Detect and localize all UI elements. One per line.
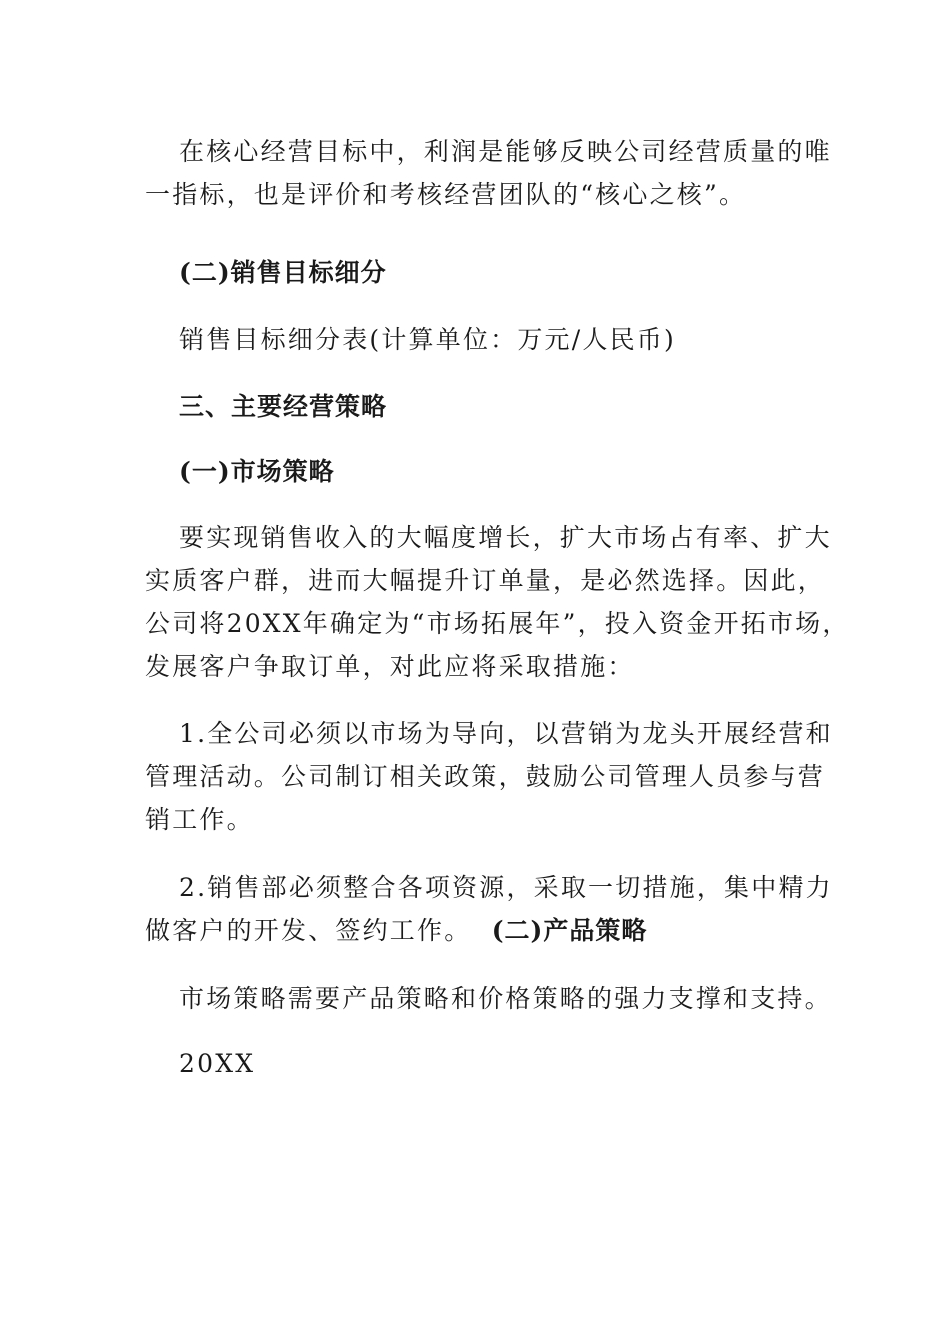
paragraph-line: 1.全公司必须以市场为导向，以营销为龙头开展经营和 [179, 719, 833, 748]
heading-market-strategy: (一)市场策略 [179, 457, 335, 486]
heading-main-strategy: 三、主要经营策略 [179, 392, 388, 421]
sales-table-caption: 销售目标细分表(计算单位：万元/人民币) [179, 325, 676, 354]
paragraph-line: 销工作。 [145, 805, 254, 834]
paragraph-line: 在核心经营目标中，利润是能够反映公司经营质量的唯 [179, 137, 832, 166]
paragraph-line: 公司将20XX年确定为“市场拓展年”，投入资金开拓市场， [145, 609, 850, 638]
trailing-text: 20XX [179, 1049, 256, 1078]
paragraph-line: 管理活动。公司制订相关政策，鼓励公司管理人员参与营 [145, 762, 826, 791]
paragraph-line: 做客户的开发、签约工作。 (二)产品策略 [145, 916, 648, 945]
list-item-2 [145, 866, 833, 952]
heading-product-strategy: (二)产品策略 [491, 916, 648, 945]
heading-sales-target: (二)销售目标细分 [179, 258, 387, 287]
paragraph-line: 要实现销售收入的大幅度增长，扩大市场占有率、扩大 [179, 523, 832, 552]
list-item-1 [145, 712, 833, 841]
paragraph-line: 一指标，也是评价和考核经营团队的“核心之核”。 [145, 180, 747, 209]
paragraph-profit [145, 130, 832, 216]
paragraph-market [145, 516, 850, 688]
paragraph-product: 市场策略需要产品策略和价格策略的强力支撑和支持。 [179, 984, 832, 1013]
paragraph-line: 实质客户群，进而大幅提升订单量，是必然选择。因此， [145, 566, 826, 595]
paragraph-line: 发展客户争取订单，对此应将采取措施： [145, 652, 635, 681]
paragraph-line: 2.销售部必须整合各项资源，采取一切措施，集中精力 [179, 873, 833, 902]
